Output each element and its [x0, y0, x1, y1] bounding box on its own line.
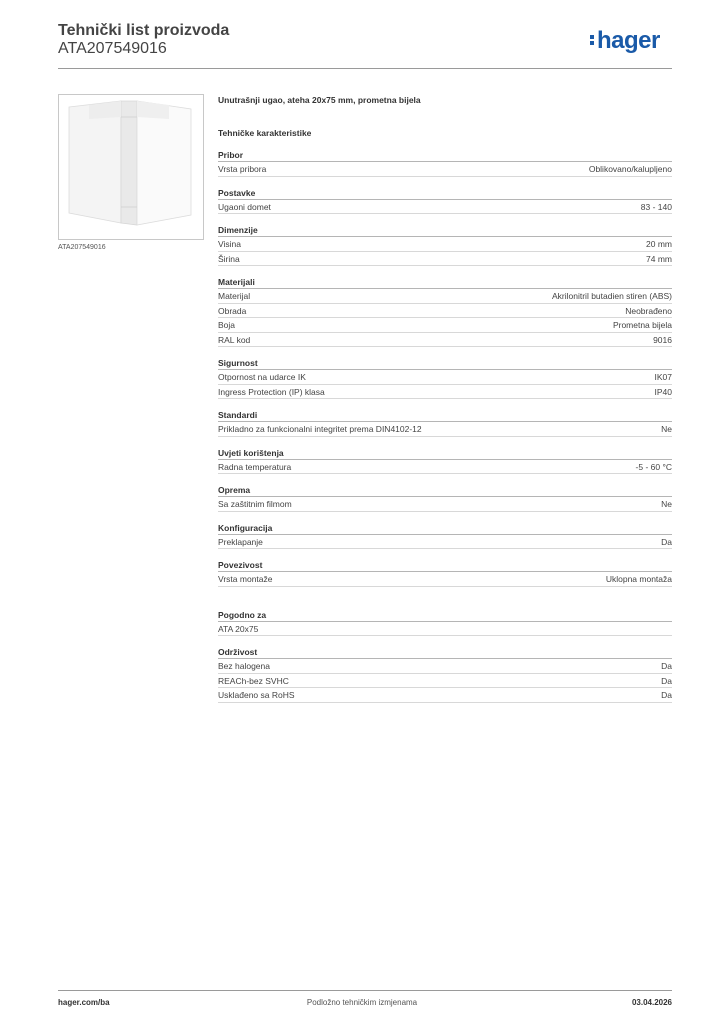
spec-row	[218, 659, 672, 674]
spec-label: Boja	[218, 320, 236, 330]
spec-value: Ne	[661, 424, 672, 434]
corner-piece-illustration	[59, 95, 203, 239]
section-title: Oprema	[218, 484, 672, 497]
spec-label: Visina	[218, 239, 241, 249]
spec-label: Bez halogena	[218, 661, 270, 671]
spec-content	[218, 94, 672, 703]
spec-row	[218, 289, 672, 304]
section-spec-7	[218, 484, 672, 512]
spec-row	[218, 333, 672, 348]
spec-row	[218, 497, 672, 512]
page-title: Tehnički list proizvoda	[58, 22, 230, 39]
tech-heading: Tehničke karakteristike	[218, 128, 312, 138]
spec-row	[218, 200, 672, 215]
footer-note: Podložno tehničkim izmjenama	[306, 998, 418, 1007]
spec-label: Otpornost na udarce IK	[218, 372, 306, 382]
spec-value: Prometna bijela	[612, 320, 672, 330]
spec-row	[218, 237, 672, 252]
spec-label: Usklađeno sa RoHS	[218, 690, 295, 700]
section-title: Materijali	[218, 276, 672, 289]
suitable-for-section	[218, 609, 672, 637]
product-code: ATA207549016	[58, 40, 167, 57]
hager-logo	[590, 27, 660, 55]
spec-value: Oblikovano/kalupljeno	[588, 164, 672, 174]
spec-row	[218, 572, 672, 587]
spec-row	[218, 622, 672, 637]
spec-value: Da	[661, 690, 672, 700]
spec-row	[218, 318, 672, 333]
section-title: Pribor	[218, 149, 672, 162]
spec-label: Vrsta montaže	[218, 574, 273, 584]
spec-value: Da	[661, 661, 672, 671]
section-title: Standardi	[218, 409, 672, 422]
spec-sections	[218, 149, 672, 587]
spec-value: Da	[661, 675, 672, 686]
spec-value: Uklopna montaža	[605, 574, 672, 584]
spec-value: IK07	[654, 372, 672, 382]
spec-label: Sa zaštitnim filmom	[218, 499, 292, 509]
section-spec-0	[218, 149, 672, 177]
spec-label: Ugaoni domet	[218, 201, 271, 212]
section-title: Postavke	[218, 187, 672, 200]
spec-label: Materijal	[218, 291, 251, 301]
spec-row	[218, 385, 672, 400]
section-spec-4	[218, 357, 672, 399]
spec-value: Neobrađeno	[625, 305, 672, 316]
image-caption: ATA207549016	[58, 244, 106, 251]
section-spec-9	[218, 559, 672, 587]
spec-value: 20 mm	[646, 239, 672, 249]
section-title: Uvjeti korištenja	[218, 447, 672, 460]
spec-row	[218, 688, 672, 703]
spec-row	[218, 370, 672, 385]
section-title: Povezivost	[218, 559, 672, 572]
spec-row	[218, 535, 672, 550]
section-spec-1	[218, 187, 672, 215]
footer-divider	[58, 990, 672, 991]
spec-label: RAL kod	[218, 334, 251, 345]
spec-value: -5 - 60 °C	[635, 461, 672, 472]
product-title: Unutrašnji ugao, ateha 20x75 mm, prometna bijela	[218, 95, 421, 105]
spec-label: REACh-bez SVHC	[218, 675, 289, 686]
spec-row	[218, 304, 672, 319]
spec-label: ATA 20x75	[218, 623, 259, 634]
section-spec-2	[218, 224, 672, 266]
spec-label: Preklapanje	[218, 536, 263, 547]
spec-label: Radna temperatura	[218, 461, 292, 472]
footer-date: 03.04.2026	[631, 998, 672, 1007]
section-title: Konfiguracija	[218, 522, 672, 535]
spec-label: Prikladno za funkcionalni integritet prema DIN4102-12	[218, 424, 422, 434]
spec-label: Širina	[218, 253, 240, 264]
spec-value: 9016	[653, 334, 672, 345]
footer-website: hager.com/ba	[58, 998, 110, 1007]
section-title: Održivost	[218, 646, 672, 659]
spec-value: 83 - 140	[640, 201, 672, 212]
section-spec-6	[218, 447, 672, 475]
section-spec-5	[218, 409, 672, 437]
spec-row	[218, 162, 672, 177]
spec-value: Akrilonitril butadien stiren (ABS)	[552, 291, 672, 301]
spec-row	[218, 252, 672, 267]
spec-row	[218, 422, 672, 437]
logo-dots-icon	[590, 33, 595, 47]
section-title: Pogodno za	[218, 609, 672, 622]
spec-label: Ingress Protection (IP) klasa	[218, 386, 325, 397]
spec-value: Da	[661, 536, 672, 547]
section-sustainability	[218, 646, 672, 703]
spec-label: Obrada	[218, 305, 247, 316]
header-divider	[58, 68, 672, 69]
spec-value: Ne	[661, 499, 672, 509]
logo-text: hager	[597, 27, 660, 54]
spec-row	[218, 460, 672, 475]
spec-value: IP40	[654, 386, 672, 397]
section-title: Dimenzije	[218, 224, 672, 237]
spec-label: Vrsta pribora	[218, 164, 267, 174]
section-title: Sigurnost	[218, 357, 672, 370]
section-spec-3	[218, 276, 672, 347]
sustainability-section	[218, 646, 672, 703]
product-image	[58, 94, 204, 240]
spec-value: 74 mm	[646, 253, 672, 264]
section-spec-8	[218, 522, 672, 550]
spec-row	[218, 674, 672, 689]
section-suitable-for	[218, 609, 672, 637]
